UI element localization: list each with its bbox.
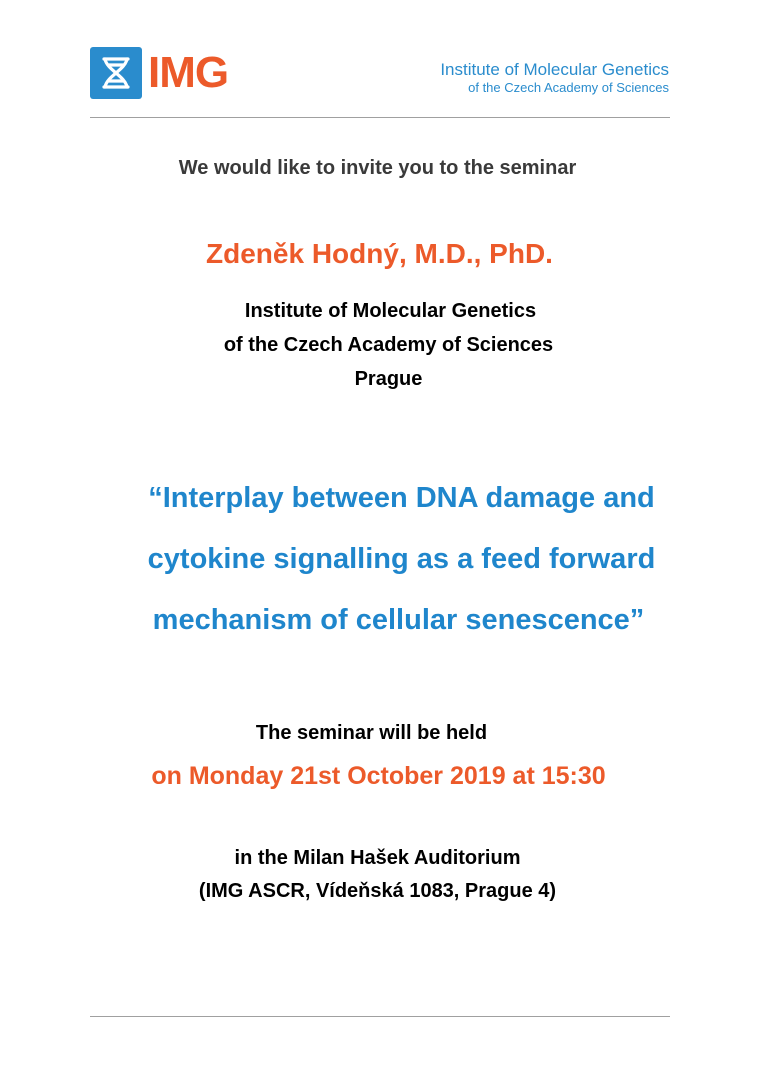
speaker-name: Zdeněk Hodný, M.D., PhD. [206,238,553,269]
invitation-text: We would like to invite you to the seminar [178,157,577,179]
dna-helix-icon [90,47,142,99]
talk-title-line: “Interplay between DNA damage and [148,482,655,514]
seminar-datetime: on Monday 21st October 2019 at 15:30 [151,762,606,790]
venue-address: (IMG ASCR, Vídeňská 1083, Prague 4) [198,880,557,902]
logo-wordmark: IMG [148,48,229,97]
footer-divider [90,1016,670,1017]
venue-name: in the Milan Hašek Auditorium [234,847,521,869]
header-divider [90,117,670,118]
talk-title-line: cytokine signalling as a feed forward [147,543,656,575]
img-logo [90,47,228,99]
speaker-affiliation-line: Institute of Molecular Genetics [244,300,537,322]
institute-name: Institute of Molecular Genetics [440,60,669,79]
speaker-affiliation-city: Prague [354,368,423,390]
speaker-affiliation-line: of the Czech Academy of Sciences [223,334,554,356]
institute-academy: of the Czech Academy of Sciences [468,80,669,95]
institute-header [440,60,669,96]
schedule-intro: The seminar will be held [255,722,488,744]
talk-title-line: mechanism of cellular senescence” [152,604,645,636]
